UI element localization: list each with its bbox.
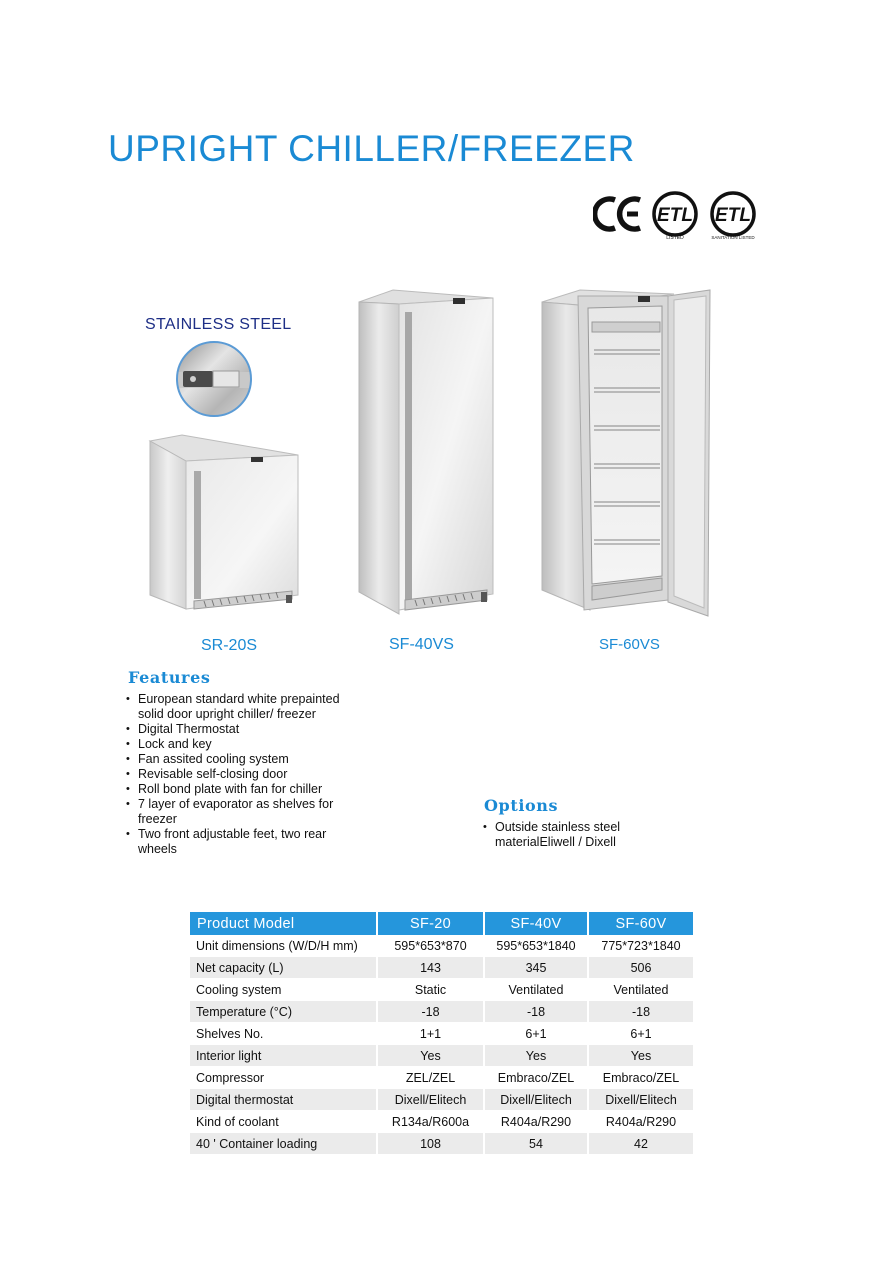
feature-item: • Digital Thermostat — [128, 722, 343, 737]
table-cell: -18 — [378, 1001, 485, 1023]
table-header-cell: SF-40V — [485, 912, 589, 935]
table-cell: Interior light — [190, 1045, 378, 1067]
table-cell: 40 ' Container loading — [190, 1133, 378, 1155]
table-cell: Cooling system — [190, 979, 378, 1001]
table-cell: Yes — [485, 1045, 589, 1067]
ce-mark-icon — [593, 194, 645, 234]
etl-listed-icon — [650, 190, 700, 240]
etl-mark-text: ETL — [657, 205, 693, 226]
table-cell: Embraco/ZEL — [589, 1067, 695, 1089]
table-cell: 595*653*1840 — [485, 935, 589, 957]
table-row — [190, 1045, 695, 1067]
table-cell: Static — [378, 979, 485, 1001]
table-row — [190, 979, 695, 1001]
table-cell: Dixell/Elitech — [589, 1089, 695, 1111]
table-cell: Dixell/Elitech — [485, 1089, 589, 1111]
table-cell: Ventilated — [589, 979, 695, 1001]
table-cell: 54 — [485, 1133, 589, 1155]
table-row — [190, 1111, 695, 1133]
features-heading: Features — [128, 668, 211, 687]
table-cell: Dixell/Elitech — [378, 1089, 485, 1111]
product-image-sf40vs — [355, 288, 497, 621]
options-list — [485, 820, 655, 850]
table-cell: 1+1 — [378, 1023, 485, 1045]
table-cell: 345 — [485, 957, 589, 979]
etl-mark-text: ETL — [715, 205, 751, 226]
table-row — [190, 1023, 695, 1045]
features-list — [128, 692, 343, 857]
feature-item: • European standard white prepainted solid door upright chiller/ freezer — [128, 692, 343, 722]
table-cell: 595*653*870 — [378, 935, 485, 957]
table-cell: 143 — [378, 957, 485, 979]
feature-item: • Revisable self-closing door — [128, 767, 343, 782]
table-header-row — [190, 912, 695, 935]
product-image-sr20s — [146, 433, 302, 620]
option-item: • Outside stainless steel materialEliwell / Dixell — [485, 820, 655, 850]
table-header-cell: SF-60V — [589, 912, 695, 935]
table-cell: Ventilated — [485, 979, 589, 1001]
page-title: UPRIGHT CHILLER/FREEZER — [108, 128, 635, 169]
feature-item: • Roll bond plate with fan for chiller — [128, 782, 343, 797]
table-cell: Kind of coolant — [190, 1111, 378, 1133]
etl-listed-subtext: LISTED — [666, 235, 684, 240]
table-cell: Net capacity (L) — [190, 957, 378, 979]
table-cell: Unit dimensions (W/D/H mm) — [190, 935, 378, 957]
etl-sanitation-icon — [708, 190, 758, 240]
feature-item: • 7 layer of evaporator as shelves for freezer — [128, 797, 343, 827]
etl-sanitation-subtext: SANITATION LISTED — [711, 235, 755, 240]
specs-table — [190, 912, 695, 1155]
table-header-cell: Product Model — [190, 912, 378, 935]
table-cell: -18 — [589, 1001, 695, 1023]
table-cell: Digital thermostat — [190, 1089, 378, 1111]
model-label-sf40vs: SF-40VS — [389, 636, 454, 653]
feature-item: • Two front adjustable feet, two rear wheels — [128, 827, 343, 857]
table-cell: Compressor — [190, 1067, 378, 1089]
table-cell: -18 — [485, 1001, 589, 1023]
table-row — [190, 935, 695, 957]
table-cell: R404a/R290 — [485, 1111, 589, 1133]
feature-item: • Lock and key — [128, 737, 343, 752]
table-cell: Embraco/ZEL — [485, 1067, 589, 1089]
table-cell: R404a/R290 — [589, 1111, 695, 1133]
options-heading: Options — [484, 796, 559, 815]
table-row — [190, 1067, 695, 1089]
table-cell: 108 — [378, 1133, 485, 1155]
stainless-detail-image — [175, 340, 253, 418]
product-image-sf60vs — [540, 288, 716, 623]
table-cell: Yes — [378, 1045, 485, 1067]
table-row — [190, 1133, 695, 1155]
table-cell: 6+1 — [485, 1023, 589, 1045]
table-row — [190, 957, 695, 979]
stainless-steel-label: STAINLESS STEEL — [145, 316, 292, 333]
feature-item: • Fan assited cooling system — [128, 752, 343, 767]
table-cell: Shelves No. — [190, 1023, 378, 1045]
table-cell: 6+1 — [589, 1023, 695, 1045]
table-cell: 42 — [589, 1133, 695, 1155]
table-header-cell: SF-20 — [378, 912, 485, 935]
model-label-sr20s: SR-20S — [201, 637, 258, 654]
table-row — [190, 1089, 695, 1111]
table-row — [190, 1001, 695, 1023]
table-cell: 775*723*1840 — [589, 935, 695, 957]
table-cell: R134a/R600a — [378, 1111, 485, 1133]
table-cell: Yes — [589, 1045, 695, 1067]
table-cell: Temperature (°C) — [190, 1001, 378, 1023]
table-cell: ZEL/ZEL — [378, 1067, 485, 1089]
model-label-sf60vs: SF-60VS — [599, 636, 660, 653]
table-cell: 506 — [589, 957, 695, 979]
